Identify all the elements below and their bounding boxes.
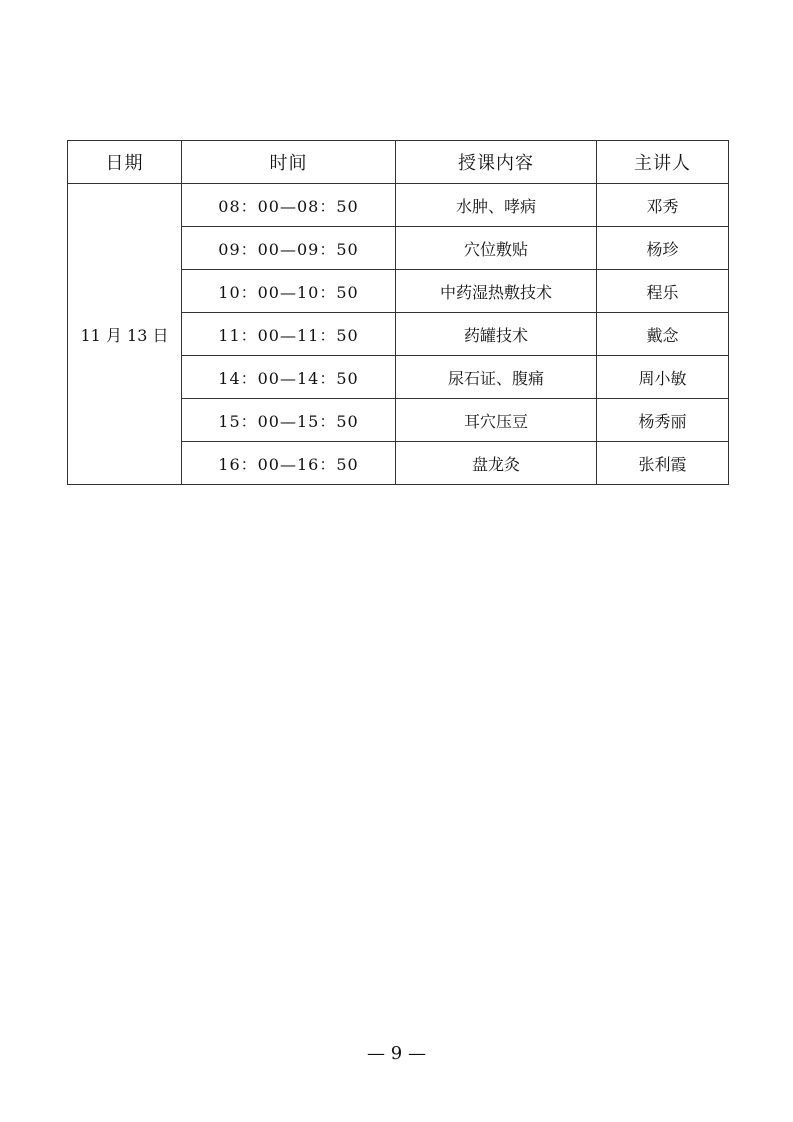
header-row [68, 141, 729, 184]
header-time: 时间 [182, 141, 396, 184]
time-cell: 15：00—15：50 [182, 399, 396, 442]
time-cell: 14：00—14：50 [182, 356, 396, 399]
time-cell: 10：00—10：50 [182, 270, 396, 313]
table-body [68, 184, 729, 485]
time-cell: 11：00—11：50 [182, 313, 396, 356]
time-cell: 16：00—16：50 [182, 442, 396, 485]
content-cell: 药罐技术 [396, 313, 597, 356]
schedule-table [67, 140, 729, 485]
speaker-cell: 程乐 [597, 270, 729, 313]
date-cell: 11 月 13 日 [68, 184, 182, 485]
page-number: — 9 — [367, 1043, 426, 1064]
header-date: 日期 [68, 141, 182, 184]
speaker-cell: 张利霞 [597, 442, 729, 485]
header-content: 授课内容 [396, 141, 597, 184]
speaker-cell: 戴念 [597, 313, 729, 356]
content-cell: 穴位敷贴 [396, 227, 597, 270]
speaker-cell: 杨秀丽 [597, 399, 729, 442]
speaker-cell: 杨珍 [597, 227, 729, 270]
content-cell: 盘龙灸 [396, 442, 597, 485]
content-cell: 水肿、哮病 [396, 184, 597, 227]
content-cell: 中药湿热敷技术 [396, 270, 597, 313]
speaker-cell: 邓秀 [597, 184, 729, 227]
content-cell: 耳穴压豆 [396, 399, 597, 442]
header-speaker: 主讲人 [597, 141, 729, 184]
table-header [68, 141, 729, 184]
speaker-cell: 周小敏 [597, 356, 729, 399]
table-row [68, 184, 729, 227]
time-cell: 09：00—09：50 [182, 227, 396, 270]
content-cell: 尿石证、腹痛 [396, 356, 597, 399]
time-cell: 08：00—08：50 [182, 184, 396, 227]
